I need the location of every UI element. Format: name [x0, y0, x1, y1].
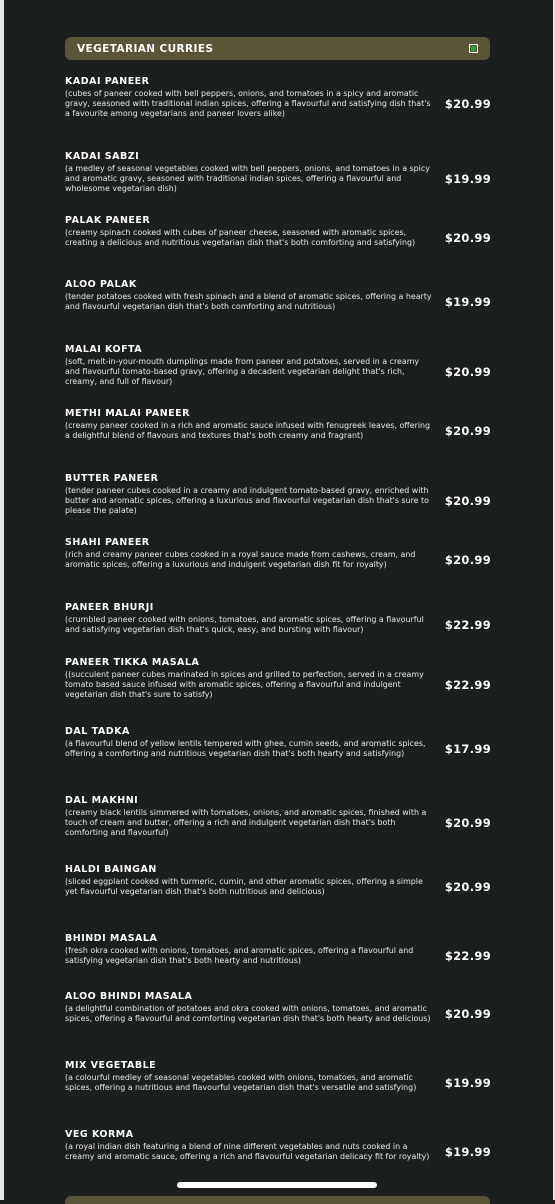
- item-description: (soft, melt-in-your-mouth dumplings made from paneer and potatoes, served in a creamy and flavourful tomato-based gravy, offering a decadent vegetarian delight that's rich, creamy, and full of flavour): [65, 357, 420, 386]
- item-description: (sliced eggplant cooked with turmeric, cumin, and other aromatic spices, offering a simple yet flavourful vegetarian dish that's both nutritious and delicious): [65, 877, 423, 896]
- item-price: $19.99: [444, 1076, 491, 1090]
- item-name: MIX VEGETABLE: [65, 1060, 157, 1071]
- menu-item[interactable]: [65, 279, 491, 312]
- item-price: $22.99: [444, 618, 491, 632]
- item-name: HALDI BAINGAN: [65, 864, 157, 875]
- item-description: (fresh okra cooked with onions, tomatoes, and aromatic spices, offering a flavourful and satisfying vegetarian dish that's both hearty and nutritious): [65, 946, 414, 965]
- item-price: $20.99: [444, 816, 491, 830]
- menu-item[interactable]: [65, 1060, 491, 1093]
- menu-item[interactable]: [65, 1129, 491, 1162]
- item-name: PANEER TIKKA MASALA: [65, 657, 200, 668]
- next-section-header: [65, 1196, 490, 1204]
- item-price: $20.99: [444, 880, 491, 894]
- item-name: PALAK PANEER: [65, 215, 151, 226]
- item-name: ALOO PALAK: [65, 279, 137, 290]
- veg-indicator-icon: [469, 44, 478, 53]
- menu-item[interactable]: [65, 795, 491, 838]
- item-description: (creamy paneer cooked in a rich and aromatic sauce infused with fenugreek leaves, offering a delightful blend of flavours and textures that's both creamy and fragrant): [65, 421, 431, 440]
- item-name: VEG KORMA: [65, 1129, 134, 1140]
- menu-item[interactable]: [65, 537, 491, 570]
- item-description: (tender potatoes cooked with fresh spinach and a blend of aromatic spices, offering a hearty and flavourful vegetarian dish that's both comforting and nutritious): [65, 292, 432, 311]
- menu-item[interactable]: [65, 933, 491, 966]
- item-price: $20.99: [444, 1007, 491, 1021]
- item-description: (creamy spinach cooked with cubes of paneer cheese, seasoned with aromatic spices, creating a delicious and nutritious vegetarian dish that's both comforting and satisfying): [65, 228, 416, 247]
- item-name: DAL MAKHNI: [65, 795, 139, 806]
- menu-item[interactable]: [65, 864, 491, 897]
- left-frame-edge: [0, 0, 4, 1200]
- item-description: (crumbled paneer cooked with onions, tomatoes, and aromatic spices, offering a flavourful and satisfying vegetarian dish that's quick, easy, and bursting with flavour): [65, 615, 424, 634]
- menu-item[interactable]: [65, 408, 491, 441]
- item-name: ALOO BHINDI MASALA: [65, 991, 193, 1002]
- item-price: $20.99: [444, 553, 491, 567]
- section-title: VEGETARIAN CURRIES: [77, 42, 214, 55]
- item-price: $20.99: [444, 231, 491, 245]
- item-description: (a flavourful blend of yellow lentils tempered with ghee, cumin seeds, and aromatic spices, offering a comforting and nutritious vegetarian dish that's both hearty and satisfying): [65, 739, 426, 758]
- item-price: $20.99: [444, 365, 491, 379]
- item-description: (cubes of paneer cooked with bell peppers, onions, and tomatoes in a spicy and aromatic gravy, seasoned with traditional indian spices, offering a flavourful and satisfying dish that's a favourite among vegetarians and paneer lovers alike): [65, 89, 431, 118]
- menu-item[interactable]: [65, 215, 491, 248]
- item-description: (a medley of seasonal vegetables cooked with bell peppers, onions, and tomatoes in a spicy and aromatic gravy, seasoned with traditional indian spices, offering a flavourful and wholesome vegetarian dish): [65, 164, 430, 193]
- item-price: $17.99: [444, 742, 491, 756]
- item-name: SHAHI PANEER: [65, 537, 150, 548]
- item-description: (creamy black lentils simmered with tomatoes, onions, and aromatic spices, finished with a touch of cream and butter, offering a rich and indulgent vegetarian dish that's both comforting and flavourful): [65, 808, 427, 837]
- item-price: $20.99: [444, 97, 491, 111]
- item-description: (tender paneer cubes cooked in a creamy and indulgent tomato-based gravy, enriched with butter and aromatic spices, offering a luxurious and flavourful vegetarian dish that's sure to please the palate): [65, 486, 429, 515]
- item-description: (a delightful combination of potatoes and okra cooked with onions, tomatoes, and aromatic spices, offering a flavourful and comforting vegetarian dish that's both hearty and delicious): [65, 1004, 431, 1023]
- item-price: $22.99: [444, 678, 491, 692]
- item-description: (a colourful medley of seasonal vegetables cooked with onions, tomatoes, and aromatic spices, offering a nutritious and flavourful vegetarian dish that's versatile and satisfying): [65, 1073, 417, 1092]
- menu-item[interactable]: [65, 76, 491, 119]
- menu-item[interactable]: [65, 726, 491, 759]
- home-indicator[interactable]: [177, 1182, 377, 1188]
- section-header: [65, 37, 490, 60]
- menu-item[interactable]: [65, 657, 491, 700]
- item-description: (rich and creamy paneer cubes cooked in a royal sauce made from cashews, cream, and aromatic spices, offering a luxurious and indulgent vegetarian dish fit for royalty): [65, 550, 416, 569]
- item-price: $19.99: [444, 172, 491, 186]
- item-name: KADAI PANEER: [65, 76, 150, 87]
- item-name: KADAI SABZI: [65, 151, 140, 162]
- item-name: BHINDI MASALA: [65, 933, 158, 944]
- item-price: $22.99: [444, 949, 491, 963]
- menu-item[interactable]: [65, 344, 491, 387]
- menu-item[interactable]: [65, 991, 491, 1024]
- item-price: $19.99: [444, 1145, 491, 1159]
- item-price: $20.99: [444, 494, 491, 508]
- item-name: BUTTER PANEER: [65, 473, 159, 484]
- item-description: (a royal indian dish featuring a blend of nine different vegetables and nuts cooked in a creamy and aromatic sauce, offering a rich and flavourful vegetarian delicacy fit for royalty): [65, 1142, 430, 1161]
- item-description: ((succulent paneer cubes marinated in spices and grilled to perfection, served in a creamy tomato based sauce infused with aromatic spices, offering a flavourful and indulgent vegetarian dish that's sure to satisfy): [65, 670, 424, 699]
- veg-dot: [471, 46, 476, 51]
- item-name: DAL TADKA: [65, 726, 130, 737]
- menu-item[interactable]: [65, 602, 491, 635]
- item-price: $20.99: [444, 424, 491, 438]
- item-price: $19.99: [444, 295, 491, 309]
- menu-item[interactable]: [65, 473, 491, 516]
- item-name: MALAI KOFTA: [65, 344, 143, 355]
- item-name: METHI MALAI PANEER: [65, 408, 190, 419]
- menu-item[interactable]: [65, 151, 491, 194]
- item-name: PANEER BHURJI: [65, 602, 154, 613]
